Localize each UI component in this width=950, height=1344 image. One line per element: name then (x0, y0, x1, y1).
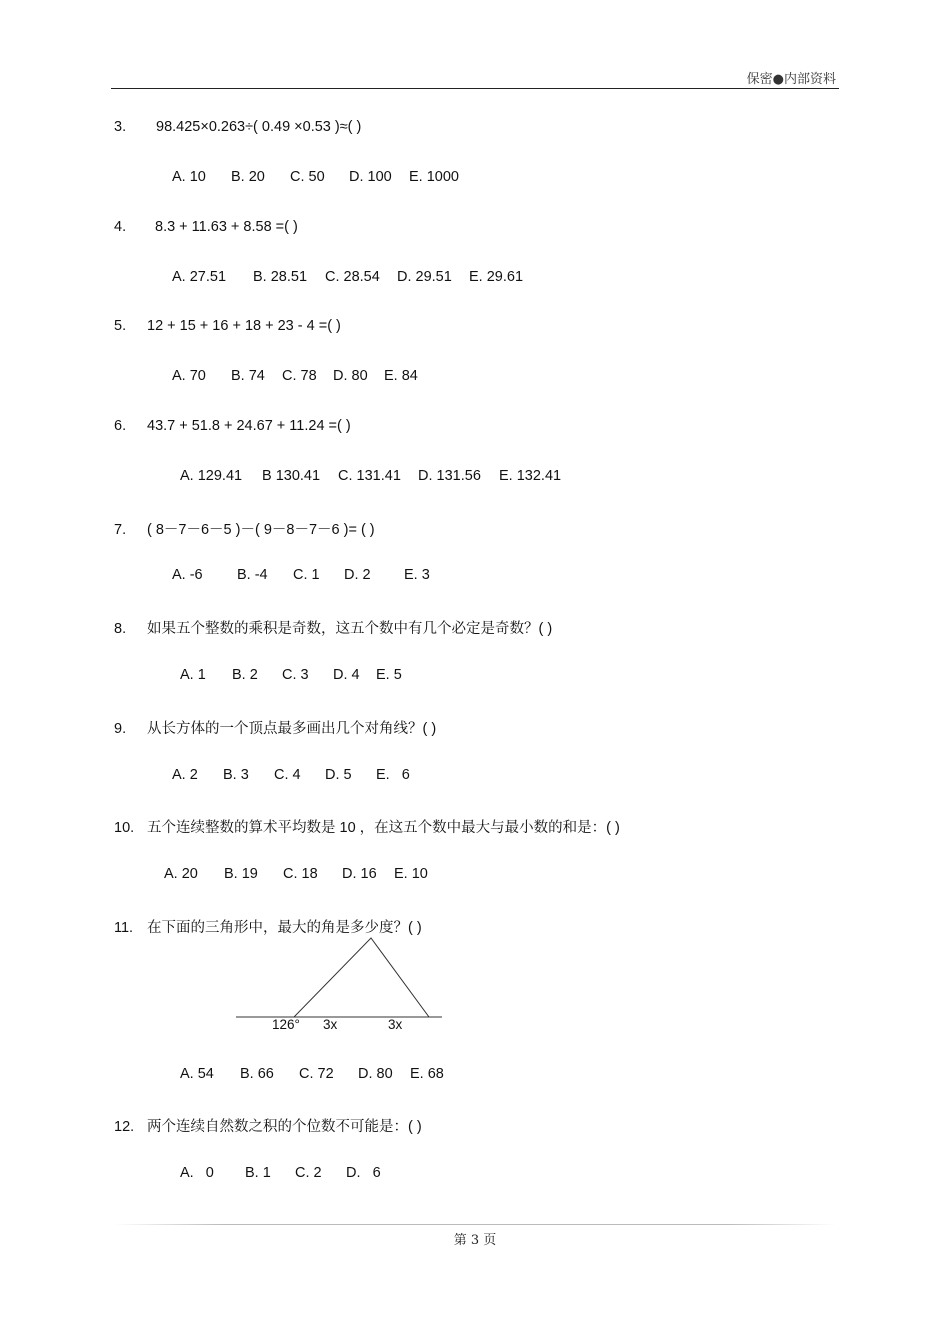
option-a: A. 70 (172, 368, 206, 384)
option-d: D. 5 (325, 767, 352, 783)
option-c: C. 2 (295, 1165, 322, 1181)
option-b: B. 20 (231, 169, 265, 185)
option-d: D. 80 (333, 368, 368, 384)
option-d: D. 4 (333, 667, 360, 683)
options-11 (180, 1066, 444, 1082)
options-9 (172, 767, 410, 783)
question-number: 11. (114, 920, 134, 936)
option-c: C. 50 (290, 169, 325, 185)
option-e: E. 29.61 (469, 269, 524, 285)
header-divider (111, 88, 839, 89)
option-b: B. 3 (223, 767, 249, 783)
option-e: E. 5 (376, 667, 402, 683)
option-d: D. 100 (349, 169, 392, 185)
question-text: 98.425×0.263÷( 0.49 ×0.53 )≈( ) (156, 119, 362, 135)
option-b: B 130.41 (262, 468, 321, 484)
option-c: C. 78 (282, 368, 317, 384)
option-c: C. 18 (283, 866, 318, 882)
option-e: E. 3 (404, 567, 430, 583)
question-number: 5. (114, 318, 127, 334)
option-c: C. 1 (293, 567, 320, 583)
question-9 (114, 717, 436, 738)
option-a: A. 20 (164, 866, 198, 882)
option-b: B. 74 (231, 368, 265, 384)
option-b: B. 1 (245, 1165, 271, 1181)
options-4 (172, 269, 523, 285)
option-d: D. 6 (346, 1165, 381, 1181)
options-6 (180, 468, 561, 484)
question-12 (114, 1115, 422, 1136)
option-a: A. 1 (180, 667, 206, 683)
options-7 (172, 567, 430, 583)
option-c: C. 28.54 (325, 269, 380, 285)
option-a: A. 2 (172, 767, 198, 783)
option-a: A. -6 (172, 567, 203, 583)
question-3 (114, 119, 361, 135)
question-text: ( 8－7－6－5 )－( 9－8－7－6 )= ( ) (147, 522, 375, 538)
triangle-figure (236, 932, 442, 1034)
option-a: A. 10 (172, 169, 206, 185)
question-text: 两个连续自然数之积的个位数不可能是：( ) (147, 1119, 422, 1135)
question-10 (114, 816, 620, 837)
option-e: E. 84 (384, 368, 418, 384)
question-text: 五个连续整数的算术平均数是 10 ，在这五个数中最大与最小数的和是：( ) (147, 820, 620, 836)
options-5 (172, 368, 418, 384)
question-number: 4. (114, 219, 127, 235)
option-d: D. 2 (344, 567, 371, 583)
option-a: A. 0 (180, 1165, 214, 1181)
option-b: B. 19 (224, 866, 258, 882)
question-number: 3. (114, 119, 127, 135)
question-number: 7. (114, 522, 127, 538)
option-c: C. 72 (299, 1066, 334, 1082)
options-3 (172, 169, 459, 185)
option-e: E. 68 (410, 1066, 444, 1082)
options-8 (180, 667, 402, 683)
header-confidential-label: 保密●内部资料 (746, 72, 836, 87)
option-d: D. 131.56 (418, 468, 481, 484)
option-e: E. 132.41 (499, 468, 562, 484)
option-c: C. 4 (274, 767, 301, 783)
option-b: B. -4 (237, 567, 268, 583)
question-number: 9. (114, 721, 127, 737)
option-d: D. 16 (342, 866, 377, 882)
option-b: B. 2 (232, 667, 258, 683)
question-5 (114, 318, 341, 334)
question-number: 8. (114, 621, 127, 637)
triangle-sides (294, 938, 429, 1017)
option-e: E. 1000 (409, 169, 459, 185)
options-12 (180, 1165, 381, 1181)
option-a: A. 129.41 (180, 468, 243, 484)
option-c: C. 3 (282, 667, 309, 683)
option-a: A. 54 (180, 1066, 214, 1082)
question-text: 如果五个整数的乘积是奇数，这五个数中有几个必定是奇数？( ) (147, 621, 553, 637)
question-text: 从长方体的一个顶点最多画出几个对角线？( ) (147, 721, 437, 737)
question-number: 6. (114, 418, 127, 434)
question-text: 12 + 15 + 16 + 18 + 23 - 4 =( ) (147, 318, 341, 334)
option-b: B. 66 (240, 1066, 274, 1082)
option-d: D. 29.51 (397, 269, 452, 285)
option-d: D. 80 (358, 1066, 393, 1082)
question-6 (114, 418, 351, 434)
option-b: B. 28.51 (253, 269, 308, 285)
exterior-angle-label: 126° (272, 1017, 300, 1032)
left-angle-label: 3x (323, 1017, 338, 1032)
question-text: 在下面的三角形中，最大的角是多少度？( ) (147, 920, 422, 936)
option-a: A. 27.51 (172, 269, 227, 285)
options-10 (164, 866, 428, 882)
page-number: 第 3 页 (453, 1233, 497, 1248)
question-text: 43.7 + 51.8 + 24.67 + 11.24 =( ) (147, 418, 351, 434)
option-e: E. 10 (394, 866, 428, 882)
question-number: 12. (114, 1119, 135, 1135)
triangle-diagram (236, 932, 442, 1034)
question-4 (114, 219, 298, 235)
question-7 (114, 518, 375, 539)
question-text: 8.3 + 11.63 + 8.58 =( ) (155, 219, 298, 235)
option-e: E. 6 (376, 767, 410, 783)
question-8 (114, 617, 552, 638)
question-number: 10. (114, 820, 135, 836)
right-angle-label: 3x (388, 1017, 403, 1032)
option-c: C. 131.41 (338, 468, 401, 484)
footer-divider (114, 1224, 836, 1225)
